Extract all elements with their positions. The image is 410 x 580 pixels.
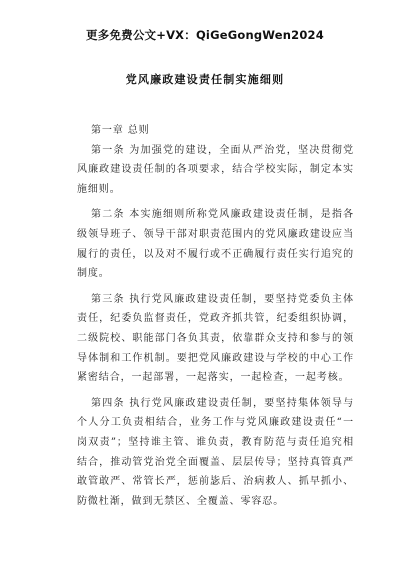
promo-banner: 更多免费公文+VX：QiGeGongWen2024 bbox=[86, 28, 324, 42]
article-paragraph: 第三条 执行党风廉政建设责任制，要坚持党委负主体责任，纪委负监督责任，党政齐抓共管，纪委组织协调，二级院校、职能部门各负其责，依靠群众支持和参与的领导体制和工作机制。要把党风廉政建设与学校的中心工作紧密结合，一起部署，一起落实，一起检查，一起考核。 bbox=[77, 293, 354, 384]
document-body bbox=[77, 121, 354, 517]
document-title: 党风廉政建设责任制实施细则 bbox=[125, 73, 285, 86]
article-paragraph: 第四条 执行党风廉政建设责任制，要坚持集体领导与个人分工负责相结合，业务工作与党风廉政建设责任“一岗双责”；坚持谁主管、谁负责，教育防范与责任追究相结合，推动管党治党全面覆盖、层层传导；坚持真管真严敢管敢严、常管长严，惩前毖后、治病救人、抓早抓小、防微杜渐，做到无禁区、全覆盖、零容忍。 bbox=[77, 397, 354, 507]
chapter-heading: 第一章 总则 bbox=[91, 125, 150, 136]
article-paragraph: 第二条 本实施细则所称党风廉政建设责任制，是指各级领导班子、领导干部对职责范围内的党风廉政建设应当履行的责任，以及对不履行或不正确履行责任实行追究的制度。 bbox=[77, 209, 354, 280]
article-paragraph: 第一条 为加强党的建设，全面从严治党，坚决贯彻党风廉政建设责任制的各项要求，结合学校实际，制定本实施细则。 bbox=[77, 144, 354, 195]
